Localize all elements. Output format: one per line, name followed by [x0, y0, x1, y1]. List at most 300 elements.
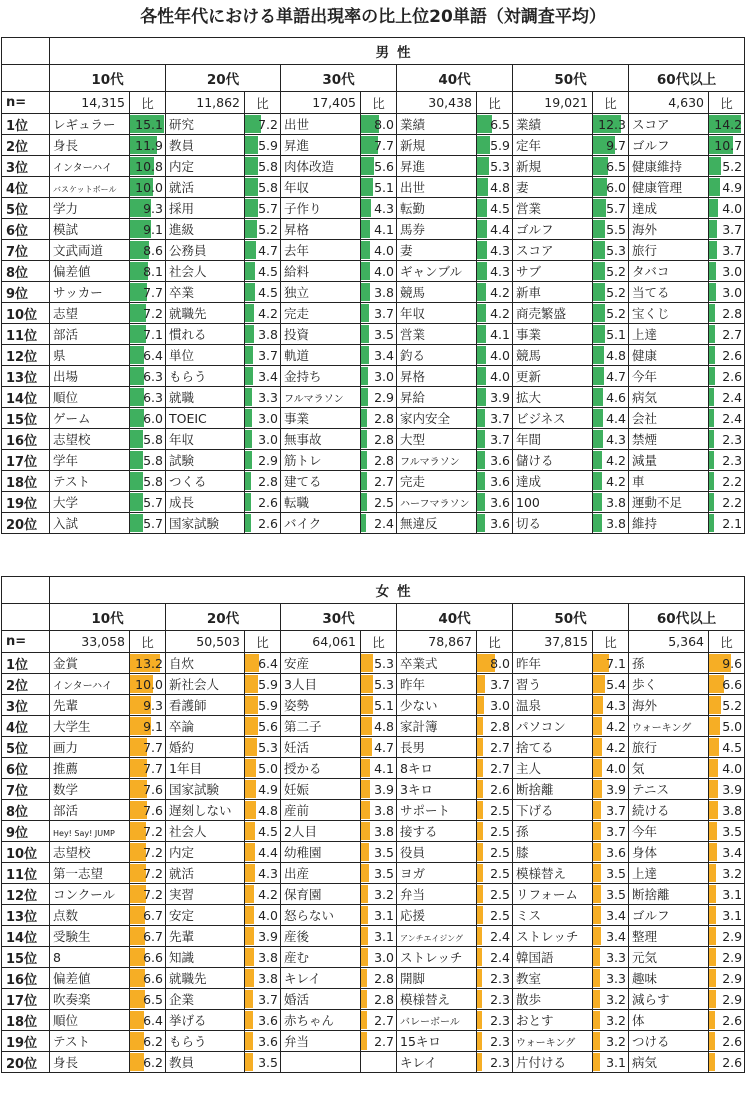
ratio-value: 3.6	[258, 1033, 278, 1049]
word-cell: 業績	[397, 114, 477, 135]
ratio-cell	[361, 429, 397, 450]
table-row	[2, 282, 745, 303]
ratio-value: 6.7	[143, 907, 163, 923]
ratio-value: 3.4	[258, 368, 278, 384]
ratio-value: 4.2	[258, 886, 278, 902]
ratio-value: 3.1	[722, 886, 743, 902]
ratio-cell	[130, 653, 166, 674]
ratio-cell	[477, 219, 513, 240]
ratio-cell	[709, 345, 745, 366]
ratio-cell	[477, 1052, 513, 1073]
ratio-bar	[361, 157, 374, 175]
word-cell: 無違反	[397, 513, 477, 534]
ratio-bar	[361, 388, 368, 406]
rank-label: 6位	[2, 219, 50, 240]
ratio-value: 2.5	[374, 494, 394, 510]
ratio-value: 6.0	[143, 410, 163, 426]
ratio-cell	[709, 779, 745, 800]
ratio-bar	[593, 1011, 600, 1029]
ratio-bar	[361, 472, 367, 490]
ratio-bar	[593, 367, 604, 385]
word-cell: 産む	[281, 947, 361, 968]
word-cell: 第一志望	[50, 863, 130, 884]
ratio-bar	[709, 822, 717, 840]
ratio-bar	[593, 906, 601, 924]
ratio-bar	[245, 822, 255, 840]
word-cell: ヨガ	[397, 863, 477, 884]
word-cell: 旅行	[629, 737, 709, 758]
word-text: バスケットボール	[53, 184, 117, 194]
ratio-value: 2.9	[258, 452, 278, 468]
ratio-bar	[593, 1032, 600, 1050]
ratio-value: 4.3	[258, 865, 278, 881]
age-header: 60代以上	[629, 604, 745, 631]
word-cell: 歩く	[629, 674, 709, 695]
ratio-cell	[709, 716, 745, 737]
ratio-value: 4.3	[490, 242, 510, 258]
ratio-value: 4.3	[490, 263, 510, 279]
ratio-value: 3.7	[374, 305, 394, 321]
ratio-cell	[361, 1052, 397, 1073]
ratio-value: 2.6	[722, 1054, 743, 1070]
ratio-bar	[361, 780, 370, 798]
word-cell: 更新	[513, 366, 593, 387]
word-cell	[50, 177, 130, 198]
ratio-cell	[245, 884, 281, 905]
rank-label: 19位	[2, 492, 50, 513]
ratio-cell	[709, 114, 745, 135]
age-header: 20代	[166, 65, 281, 92]
ratio-cell	[245, 821, 281, 842]
word-cell: 無事故	[281, 429, 361, 450]
ratio-bar	[361, 927, 368, 945]
ratio-bar	[709, 178, 720, 196]
word-cell: 建てる	[281, 471, 361, 492]
ratio-cell	[245, 758, 281, 779]
ratio-bar	[709, 430, 714, 448]
ratio-value: 3.9	[258, 928, 278, 944]
word-cell: 給料	[281, 261, 361, 282]
ratio-cell	[477, 261, 513, 282]
ratio-cell	[477, 758, 513, 779]
word-cell: 就職先	[166, 303, 245, 324]
ratio-value: 5.1	[606, 326, 626, 342]
ratio-value: 5.8	[258, 179, 278, 195]
ratio-value: 13.2	[135, 655, 163, 671]
word-cell: 当てる	[629, 282, 709, 303]
word-cell: 去年	[281, 240, 361, 261]
ratio-cell	[361, 156, 397, 177]
ratio-cell	[477, 345, 513, 366]
ratio-value: 10.8	[135, 158, 163, 174]
ratio-value: 6.5	[606, 158, 626, 174]
ratio-cell	[361, 492, 397, 513]
ratio-bar	[709, 696, 721, 714]
ratio-cell	[245, 989, 281, 1010]
ratio-value: 2.5	[490, 907, 510, 923]
ratio-bar	[245, 1053, 253, 1071]
n-label: n=	[2, 631, 50, 653]
ratio-cell	[245, 926, 281, 947]
ratio-cell	[245, 240, 281, 261]
ratio-value: 5.1	[374, 697, 394, 713]
ratio-value: 4.4	[258, 844, 278, 860]
table-row	[2, 492, 745, 513]
word-cell: 応援	[397, 905, 477, 926]
ratio-bar	[709, 1032, 715, 1050]
word-cell: 安産	[281, 653, 361, 674]
word-cell: 吹奏楽	[50, 989, 130, 1010]
table-row	[2, 968, 745, 989]
ratio-cell	[709, 387, 745, 408]
ratio-value: 7.2	[143, 886, 163, 902]
ratio-cell	[477, 947, 513, 968]
ratio-bar	[477, 241, 487, 259]
word-cell: 志望校	[50, 429, 130, 450]
ratio-bar	[593, 514, 602, 532]
ratio-value: 3.5	[374, 844, 394, 860]
word-cell: 競馬	[397, 282, 477, 303]
ratio-cell	[361, 408, 397, 429]
ratio-cell	[130, 219, 166, 240]
word-cell: 先輩	[166, 926, 245, 947]
ratio-value: 8.6	[143, 242, 163, 258]
ratio-bar	[245, 493, 251, 511]
word-cell: パソコン	[513, 716, 593, 737]
word-cell: 婚活	[281, 989, 361, 1010]
ratio-bar	[477, 843, 483, 861]
rank-label: 12位	[2, 345, 50, 366]
word-cell: 自炊	[166, 653, 245, 674]
ratio-cell	[245, 779, 281, 800]
ratio-cell	[593, 324, 629, 345]
ratio-cell	[477, 863, 513, 884]
ratio-cell	[361, 198, 397, 219]
table-row	[2, 674, 745, 695]
table-row	[2, 345, 745, 366]
male-table	[1, 37, 745, 534]
ratio-value: 3.8	[374, 802, 394, 818]
word-cell: 妊娠	[281, 779, 361, 800]
ratio-bar	[477, 451, 485, 469]
word-cell: ウォーキング	[629, 716, 709, 737]
word-cell: 社会人	[166, 261, 245, 282]
table-row	[2, 114, 745, 135]
ratio-value: 5.8	[258, 158, 278, 174]
ratio-cell	[245, 387, 281, 408]
ratio-value: 3.2	[606, 1033, 626, 1049]
ratio-bar	[361, 262, 370, 280]
rank-label: 5位	[2, 737, 50, 758]
ratio-value: 4.9	[722, 179, 743, 195]
word-cell: 孫	[513, 821, 593, 842]
ratio-value: 3.0	[490, 697, 510, 713]
word-cell: 卒論	[166, 716, 245, 737]
ratio-bar	[245, 780, 256, 798]
table-row	[2, 177, 745, 198]
word-cell: 教員	[166, 135, 245, 156]
ratio-cell	[477, 926, 513, 947]
word-cell: 昨年	[513, 653, 593, 674]
ratio-value: 4.7	[374, 739, 394, 755]
word-cell: バイク	[281, 513, 361, 534]
ratio-value: 5.5	[606, 221, 626, 237]
rank-label: 15位	[2, 947, 50, 968]
word-cell: ハーフマラソン	[397, 492, 477, 513]
word-cell	[50, 821, 130, 842]
word-cell: 海外	[629, 695, 709, 716]
word-cell: 成長	[166, 492, 245, 513]
ratio-cell	[593, 513, 629, 534]
ratio-bar	[709, 304, 715, 322]
rank-label: 4位	[2, 716, 50, 737]
ratio-cell	[130, 492, 166, 513]
word-cell: 推薦	[50, 758, 130, 779]
word-cell: 今年	[629, 821, 709, 842]
ratio-bar	[593, 675, 605, 693]
ratio-bar	[245, 472, 251, 490]
word-cell: 出世	[281, 114, 361, 135]
ratio-cell	[361, 947, 397, 968]
ratio-bar	[477, 136, 490, 154]
ratio-value: 3.6	[490, 473, 510, 489]
ratio-value: 3.8	[374, 284, 394, 300]
ratio-value: 7.2	[143, 823, 163, 839]
ratio-cell	[477, 408, 513, 429]
ratio-bar	[593, 801, 601, 819]
word-cell: 独立	[281, 282, 361, 303]
ratio-bar	[593, 199, 606, 217]
word-cell: 下げる	[513, 800, 593, 821]
ratio-cell	[477, 282, 513, 303]
ratio-value: 2.8	[258, 473, 278, 489]
table-row	[2, 198, 745, 219]
ratio-cell	[245, 219, 281, 240]
word-cell: 国家試験	[166, 779, 245, 800]
word-cell: 国家試験	[166, 513, 245, 534]
ratio-bar	[593, 885, 601, 903]
ratio-value: 4.3	[374, 200, 394, 216]
word-cell: 弁当	[281, 1031, 361, 1052]
word-cell: おとす	[513, 1010, 593, 1031]
ratio-bar	[361, 346, 369, 364]
ratio-value: 5.2	[722, 697, 743, 713]
age-header: 40代	[397, 65, 513, 92]
word-cell: 昇格	[281, 219, 361, 240]
ratio-bar	[593, 178, 607, 196]
ratio-header: 比	[361, 631, 397, 653]
ratio-cell	[245, 513, 281, 534]
ratio-value: 5.2	[606, 263, 626, 279]
ratio-cell	[477, 716, 513, 737]
word-cell: 弁当	[397, 884, 477, 905]
ratio-value: 3.6	[606, 844, 626, 860]
word-cell: 習う	[513, 674, 593, 695]
ratio-value: 2.4	[722, 410, 743, 426]
ratio-bar	[593, 220, 605, 238]
ratio-value: 4.0	[490, 368, 510, 384]
ratio-bar	[245, 199, 258, 217]
ratio-bar	[477, 759, 483, 777]
word-cell: 馬券	[397, 219, 477, 240]
word-cell: 公務員	[166, 240, 245, 261]
ratio-bar	[593, 241, 605, 259]
ratio-cell	[130, 261, 166, 282]
ratio-bar	[709, 1053, 715, 1071]
table-row	[2, 737, 745, 758]
ratio-value: 6.5	[490, 116, 510, 132]
ratio-cell	[245, 366, 281, 387]
ratio-cell	[130, 989, 166, 1010]
ratio-bar	[245, 388, 252, 406]
ratio-cell	[477, 303, 513, 324]
ratio-bar	[361, 738, 372, 756]
ratio-bar	[709, 409, 714, 427]
word-cell: 出世	[397, 177, 477, 198]
ratio-value: 3.1	[606, 1054, 626, 1070]
ratio-cell	[245, 492, 281, 513]
ratio-bar	[245, 346, 253, 364]
word-cell: 数学	[50, 779, 130, 800]
ratio-bar	[477, 493, 485, 511]
word-cell: 年間	[513, 429, 593, 450]
rank-label: 9位	[2, 821, 50, 842]
ratio-bar	[245, 885, 254, 903]
word-cell: 第二子	[281, 716, 361, 737]
ratio-value: 3.6	[490, 452, 510, 468]
ratio-bar	[361, 220, 370, 238]
ratio-cell	[130, 450, 166, 471]
word-cell: 試験	[166, 450, 245, 471]
age-header: 40代	[397, 604, 513, 631]
ratio-cell	[130, 1052, 166, 1073]
ratio-header: 比	[245, 631, 281, 653]
ratio-bar	[477, 864, 483, 882]
word-cell: 学年	[50, 450, 130, 471]
ratio-cell	[477, 695, 513, 716]
rank-label: 1位	[2, 653, 50, 674]
word-cell: 達成	[629, 198, 709, 219]
word-cell: 姿勢	[281, 695, 361, 716]
rank-label: 3位	[2, 156, 50, 177]
ratio-cell	[130, 758, 166, 779]
word-cell: 軌道	[281, 345, 361, 366]
ratio-cell	[130, 842, 166, 863]
rank-label: 4位	[2, 177, 50, 198]
word-cell: 昇進	[397, 156, 477, 177]
ratio-bar	[245, 801, 256, 819]
word-cell: 昇格	[397, 366, 477, 387]
word-cell: 新規	[513, 156, 593, 177]
sample-size: 78,867	[397, 631, 477, 653]
ratio-value: 4.0	[374, 263, 394, 279]
ratio-bar	[245, 948, 254, 966]
ratio-bar	[245, 136, 258, 154]
word-cell: ゲーム	[50, 408, 130, 429]
ratio-cell	[593, 989, 629, 1010]
ratio-bar	[245, 241, 256, 259]
ratio-cell	[593, 261, 629, 282]
ratio-value: 8.0	[374, 116, 394, 132]
ratio-value: 3.4	[374, 347, 394, 363]
ranking-table	[1, 576, 745, 1073]
ratio-cell	[361, 800, 397, 821]
ratio-value: 2.7	[490, 760, 510, 776]
ratio-cell	[709, 303, 745, 324]
ratio-header: 比	[361, 92, 397, 114]
word-cell: 安定	[166, 905, 245, 926]
word-cell	[397, 926, 477, 947]
word-cell: リフォーム	[513, 884, 593, 905]
ratio-bar	[361, 493, 367, 511]
word-cell: 子作り	[281, 198, 361, 219]
word-cell: 続ける	[629, 800, 709, 821]
ratio-value: 2.8	[374, 410, 394, 426]
word-cell: 健康管理	[629, 177, 709, 198]
ratio-bar	[477, 738, 483, 756]
ratio-bar	[477, 325, 486, 343]
ratio-bar	[593, 388, 603, 406]
ratio-value: 6.3	[143, 368, 163, 384]
ratio-cell	[477, 1031, 513, 1052]
ratio-bar	[477, 990, 482, 1008]
ratio-cell	[130, 800, 166, 821]
ratio-bar	[709, 262, 716, 280]
ratio-cell	[709, 177, 745, 198]
table-row	[2, 429, 745, 450]
ratio-bar	[477, 675, 485, 693]
ratio-bar	[245, 927, 254, 945]
ratio-cell	[477, 779, 513, 800]
ratio-cell	[709, 884, 745, 905]
ratio-cell	[245, 450, 281, 471]
ratio-cell	[130, 366, 166, 387]
ratio-value: 3.5	[722, 823, 743, 839]
ratio-header: 比	[130, 92, 166, 114]
word-cell	[281, 1052, 361, 1073]
ratio-cell	[593, 345, 629, 366]
ratio-cell	[709, 1031, 745, 1052]
ratio-value: 3.0	[374, 368, 394, 384]
word-cell: 役員	[397, 842, 477, 863]
ratio-value: 3.9	[606, 781, 626, 797]
ratio-cell	[130, 674, 166, 695]
word-cell: 競馬	[513, 345, 593, 366]
ratio-bar	[477, 822, 483, 840]
ratio-value: 7.7	[143, 739, 163, 755]
word-text: アンチエイジング	[400, 933, 463, 943]
ratio-cell	[477, 1010, 513, 1031]
ratio-value: 3.7	[490, 676, 510, 692]
ratio-value: 4.0	[722, 200, 743, 216]
ratio-value: 12.3	[598, 116, 626, 132]
ratio-value: 2.9	[722, 928, 743, 944]
ratio-bar	[593, 472, 602, 490]
ratio-cell	[130, 1031, 166, 1052]
ratio-cell	[245, 261, 281, 282]
ratio-value: 3.0	[722, 284, 743, 300]
ratio-cell	[709, 135, 745, 156]
ratio-value: 2.5	[490, 802, 510, 818]
ratio-cell	[245, 471, 281, 492]
ratio-value: 4.7	[606, 368, 626, 384]
ratio-cell	[593, 947, 629, 968]
word-cell: 知識	[166, 947, 245, 968]
ratio-bar	[361, 451, 367, 469]
rank-label: 20位	[2, 513, 50, 534]
ratio-header: 比	[245, 92, 281, 114]
gender-header: 女性	[50, 577, 745, 604]
